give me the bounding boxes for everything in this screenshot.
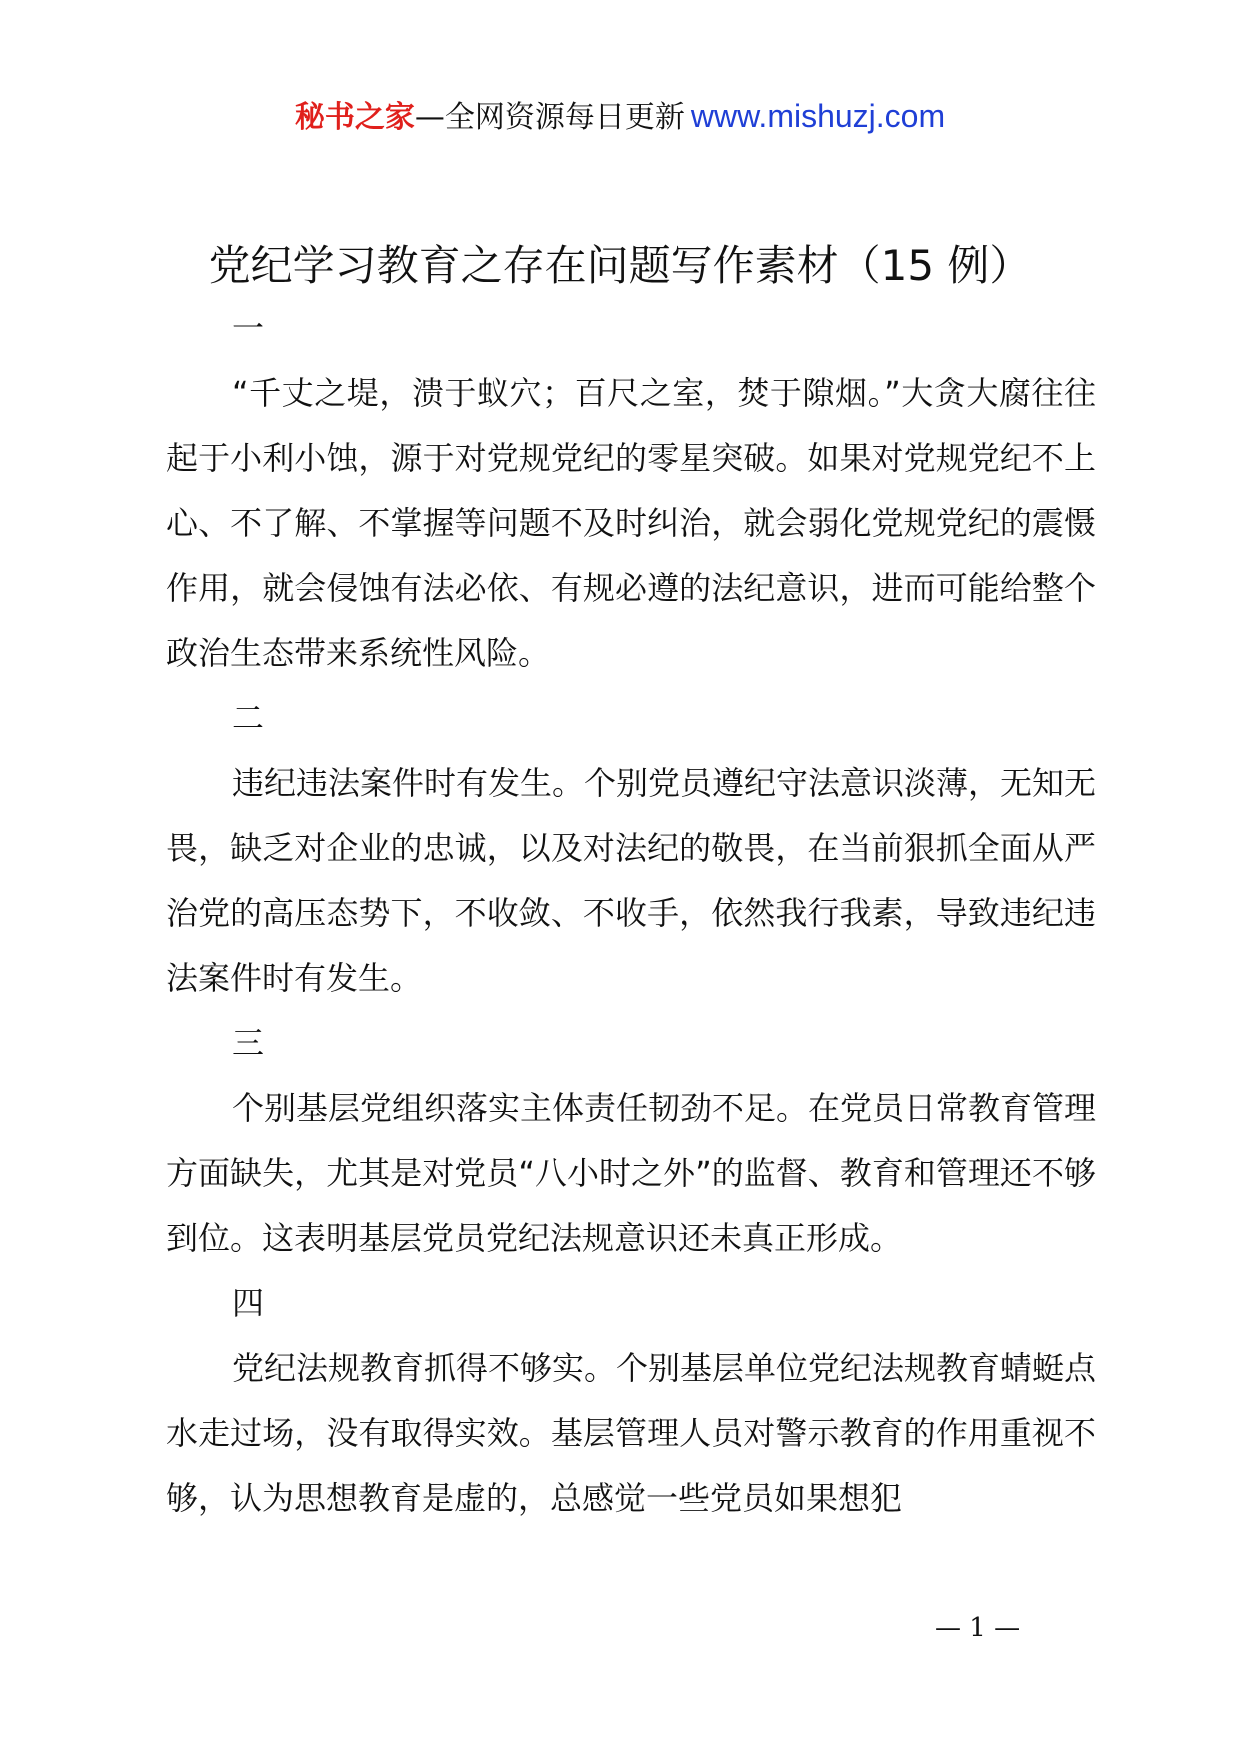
- site-url-link[interactable]: www.mishuzj.com: [690, 98, 946, 134]
- site-banner: [0, 96, 1240, 138]
- section-number: 三: [232, 1024, 265, 1062]
- section-number: 二: [232, 699, 265, 737]
- document-body: [166, 296, 1096, 1531]
- page-number: — 1 —: [935, 1613, 1021, 1643]
- brand-name: 秘书之家: [294, 100, 415, 135]
- section-paragraph: 违纪违法案件时有发生。个别党员遵纪守法意识淡薄，无知无畏，缺乏对企业的忠诚，以及对法纪的敬畏，在当前狠抓全面从严治党的高压态势下，不收敛、不收手，依然我行我素，导致违纪违法案件时有发生。: [166, 764, 1097, 997]
- section-paragraph: “千丈之堤，溃于蚁穴；百尺之室，焚于隙烟。”大贪大腐往往起于小利小蚀，源于对党规党纪的零星突破。如果对党规党纪不上心、不了解、不掌握等问题不及时纠治，就会弱化党规党纪的震慑作用，就会侵蚀有法必依、有规必遵的法纪意识，进而可能给整个政治生态带来系统性风险。: [166, 374, 1096, 672]
- section-number: 一: [232, 309, 265, 347]
- section-number: 四: [232, 1284, 265, 1322]
- section-paragraph: 个别基层党组织落实主体责任韧劲不足。在党员日常教育管理方面缺失，尤其是对党员“八小时之外”的监督、教育和管理还不够到位。这表明基层党员党纪法规意识还未真正形成。: [166, 1089, 1097, 1257]
- section-paragraph: 党纪法规教育抓得不够实。个别基层单位党纪法规教育蜻蜓点水走过场，没有取得实效。基层管理人员对警示教育的作用重视不够，认为思想教育是虚的，总感觉一些党员如果想犯: [166, 1349, 1097, 1517]
- document-title: 党纪学习教育之存在问题写作素材（15 例）: [208, 241, 1032, 290]
- banner-tagline: —全网资源每日更新: [414, 100, 685, 135]
